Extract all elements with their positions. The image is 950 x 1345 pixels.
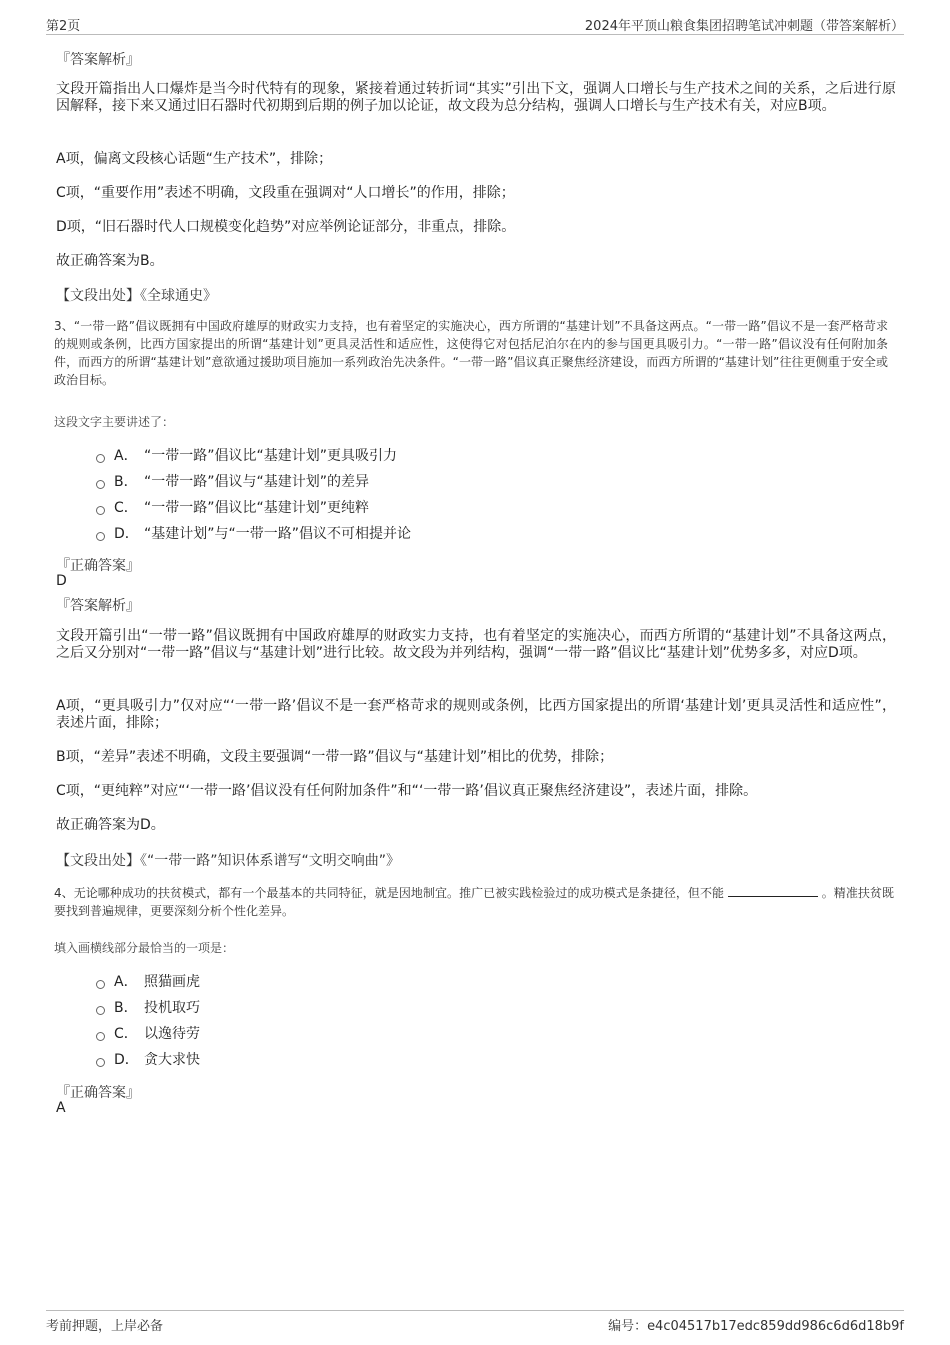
option-letter: B．: [114, 474, 138, 490]
option-text: “基建计划”与“一带一路”倡议不可相提并论: [144, 526, 412, 542]
q2-analysis-c: C项，“重要作用”表述不明确，文段重在强调对“人口增长”的作用，排除；: [56, 185, 515, 201]
q3-analysis-conclusion: 故正确答案为D。: [56, 817, 165, 833]
source-title: 《“一带一路”知识体系谱写“文明交响曲”》: [140, 853, 401, 869]
q2-analysis-main: 文段开篇指出人口爆炸是当今时代特有的现象，紧接着通过转折词“其实”引出下文，强调人口增长与生产技术之间的关系，之后进行原因解释，接下来又通过旧石器时代初期到后期的例子加以论证，故文段为总分结构，强调人口增长与生产技术有关，对应B项。: [56, 81, 896, 114]
q3-options: [96, 443, 796, 547]
footer-slogan: 考前押题，上岸必备: [46, 1319, 164, 1334]
option-letter: A．: [114, 448, 138, 464]
q4-stem: 填入画横线部分最恰当的一项是：: [54, 941, 235, 955]
radio-icon[interactable]: [96, 532, 105, 541]
q3-option-b[interactable]: [96, 469, 796, 495]
page-footer: [46, 1310, 904, 1333]
document-code: 编号：e4c04517b17edc859dd986c6d6d18b9f: [608, 1319, 904, 1334]
document-title: 2024年平顶山粮食集团招聘笔试冲刺题（带答案解析）: [584, 19, 904, 34]
option-letter: C．: [114, 1026, 138, 1042]
q4-option-d[interactable]: [96, 1047, 796, 1073]
q2-analysis-d: D项，“旧石器时代人口规模变化趋势”对应举例论证部分，非重点，排除。: [56, 219, 516, 235]
option-letter: D．: [114, 526, 139, 542]
q3-analysis-main: 文段开篇引出“一带一路”倡议既拥有中国政府雄厚的财政实力支持，也有着坚定的实施决心，而西方所谓的“基建计划”不具备这两点，之后又分别对“一带一路”倡议与“基建计划”进行比较。故文段为并列结构，强调“一带一路”倡议比“基建计划”优势多多，对应D项。: [56, 628, 896, 661]
option-letter: A．: [114, 974, 138, 990]
radio-icon[interactable]: [96, 1032, 105, 1041]
radio-icon[interactable]: [96, 480, 105, 489]
option-letter: D．: [114, 1052, 139, 1068]
q2-analysis-a: A项，偏离文段核心话题“生产技术”，排除；: [56, 151, 333, 167]
option-text: 贪大求快: [144, 1052, 200, 1068]
radio-icon[interactable]: [96, 1058, 105, 1067]
radio-icon[interactable]: [96, 506, 105, 515]
q4-text-after-blank: 。精准扶贫既要找到普遍规律，更要深刻分析个性化差异。: [54, 886, 894, 918]
radio-icon[interactable]: [96, 980, 105, 989]
source-label: 【文段出处】: [56, 853, 140, 869]
correct-answer-label: 『正确答案』: [56, 1085, 140, 1101]
q4-options: [96, 969, 796, 1073]
q3-analysis-b: B项，“差异”表述不明确，文段主要强调“一带一路”倡议与“基建计划”相比的优势，排除；: [56, 749, 614, 765]
q3-source: [56, 850, 896, 870]
q3-answer: D: [56, 573, 67, 589]
analysis-label: 『答案解析』: [56, 598, 140, 614]
radio-icon[interactable]: [96, 1006, 105, 1015]
q4-option-b[interactable]: [96, 995, 796, 1021]
correct-answer-label: 『正确答案』: [56, 558, 140, 574]
q4-option-a[interactable]: [96, 969, 796, 995]
option-text: 以逸待劳: [144, 1026, 200, 1042]
q3-analysis-c: C项，“更纯粹”对应“‘一带一路’倡议没有任何附加条件”和“‘一带一路’倡议真正聚焦经济建设”，表述片面，排除。: [56, 783, 758, 799]
q2-analysis-conclusion: 故正确答案为B。: [56, 253, 164, 269]
analysis-label: 『答案解析』: [56, 52, 140, 68]
q3-option-d[interactable]: [96, 521, 796, 547]
source-title: 《全球通史》: [140, 288, 217, 304]
q3-option-a[interactable]: [96, 443, 796, 469]
q3-option-c[interactable]: [96, 495, 796, 521]
option-text: “一带一路”倡议比“基建计划”更纯粹: [144, 500, 370, 516]
q4-option-c[interactable]: [96, 1021, 796, 1047]
option-letter: C．: [114, 500, 138, 516]
page-header: [46, 14, 904, 35]
option-text: 照猫画虎: [144, 974, 200, 990]
option-text: “一带一路”倡议与“基建计划”的差异: [144, 474, 370, 490]
option-letter: B．: [114, 1000, 138, 1016]
page-number: 第2页: [46, 19, 81, 34]
q3-analysis-a: A项，“更具吸引力”仅对应“‘一带一路’倡议不是一套严格苛求的规则或条例，比西方国家提出的所谓‘基建计划’更具灵活性和适应性”，表述片面，排除；: [56, 698, 896, 731]
q3-stem: 这段文字主要讲述了：: [54, 415, 175, 429]
q4-question-text: [54, 884, 894, 920]
radio-icon[interactable]: [96, 454, 105, 463]
option-text: “一带一路”倡议比“基建计划”更具吸引力: [144, 448, 398, 464]
fill-in-blank: [728, 884, 818, 897]
q3-question-text: 3、“一带一路”倡议既拥有中国政府雄厚的财政实力支持，也有着坚定的实施决心，西方所谓的“基建计划”不具备这两点。“一带一路”倡议不是一套严格苛求的规则或条例，比西方国家提出的所谓“基建计划”更具灵活性和适应性，这使得它对包括尼泊尔在内的参与国更具吸引力。“一带一路”倡议没有任何附加条件，而西方的所谓“基建计划”意欲通过援助项目施加一系列政治先决条件。“一带一路”倡议真正聚焦经济建设，而西方所谓的“基建计划”往往更侧重于安全或政治目标。: [54, 319, 888, 387]
q2-source: [56, 285, 896, 305]
q4-answer: A: [56, 1100, 66, 1116]
option-text: 投机取巧: [144, 1000, 200, 1016]
q4-text-before-blank: 4、无论哪种成功的扶贫模式，都有一个最基本的共同特征，就是因地制宜。推广已被实践检验过的成功模式是条捷径，但不能: [54, 886, 725, 900]
source-label: 【文段出处】: [56, 288, 140, 304]
